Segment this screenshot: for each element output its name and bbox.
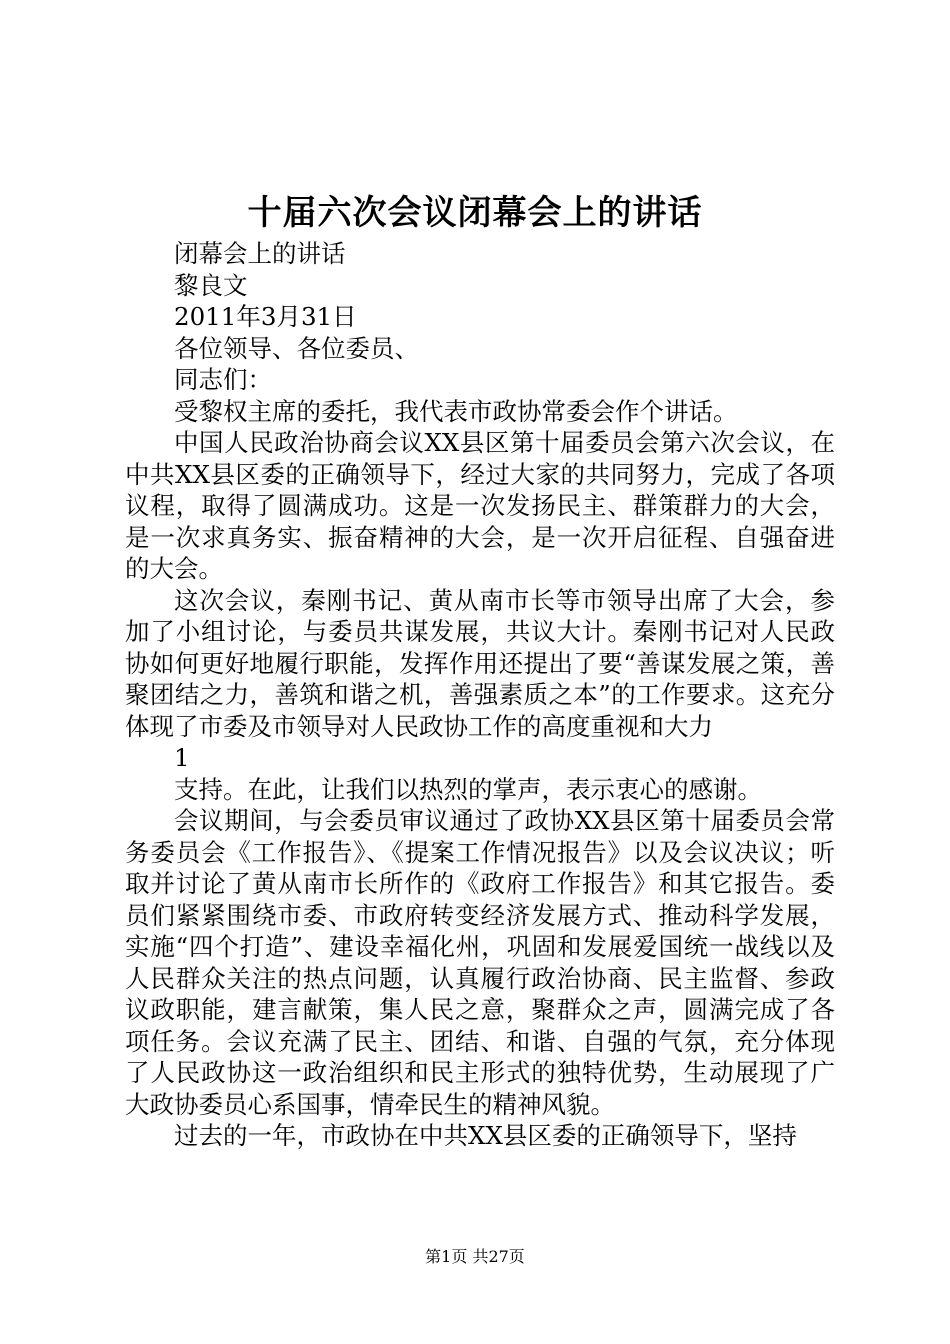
inline-page-number: 1	[174, 743, 190, 772]
subtitle-line: 闭幕会上的讲话	[174, 239, 346, 268]
document-title: 十届六次会议闭幕会上的讲话	[247, 193, 703, 233]
author-line: 黎良文	[174, 270, 248, 300]
body-paragraph: 受黎权主席的委托，我代表市政协常委会作个讲话。	[174, 396, 738, 426]
document-body	[125, 238, 835, 1152]
body-paragraph: 支持。在此，让我们以热烈的掌声，表示衷心的感谢。	[174, 774, 762, 804]
salutation-line: 各位领导、各位委员、	[174, 333, 419, 363]
body-paragraph: 过去的一年，市政协在中共XX县区委的正确领导下，坚持	[174, 1121, 797, 1150]
body-paragraph: 这次会议，秦刚书记、黄从南市长等市领导出席了大会，参加了小组讨论，与委员共谋发展，共议大计。秦刚书记对人民政协如何更好地履行职能，发挥作用还提出了要“善谋发展之策，善聚团结之力，善筑和谐之机，善强素质之本”的工作要求。这充分体现了市委及市领导对人民政协工作的高度重视和大力	[125, 585, 835, 741]
body-paragraph: 中国人民政治协商会议XX县区第十届委员会第六次会议，在中共XX县区委的正确领导下，经过大家的共同努力，完成了各项议程，取得了圆满成功。这是一次发扬民主、群策群力的大会，是一次求真务实、振奋精神的大会，是一次开启征程、自强奋进的大会。	[125, 428, 835, 583]
body-paragraph: 会议期间，与会委员审议通过了政协XX县区第十届委员会常务委员会《工作报告》、《提案工作情况报告》以及会议决议；听取并讨论了黄从南市长所作的《政府工作报告》和其它报告。委员们紧紧围绕市委、市政府转变经济发展方式、推动科学发展，实施“四个打造”、建设幸福化州，巩固和发展爱国统一战线以及人民群众关注的热点问题，认真履行政治协商、民主监督、参政议政职能，建言献策，集人民之意，聚群众之声，圆满完成了各项任务。会议充满了民主、团结、和谐、自强的气氛，充分体现了人民政协这一政治组织和民主形式的独特优势，生动展现了广大政协委员心系国事，情牵民生的精神风貌。	[125, 806, 835, 1119]
date-line: 2011年3月31日	[174, 302, 357, 331]
salutation-line: 同志们：	[174, 365, 272, 394]
page-footer: 第1页 共27页	[425, 1247, 525, 1266]
